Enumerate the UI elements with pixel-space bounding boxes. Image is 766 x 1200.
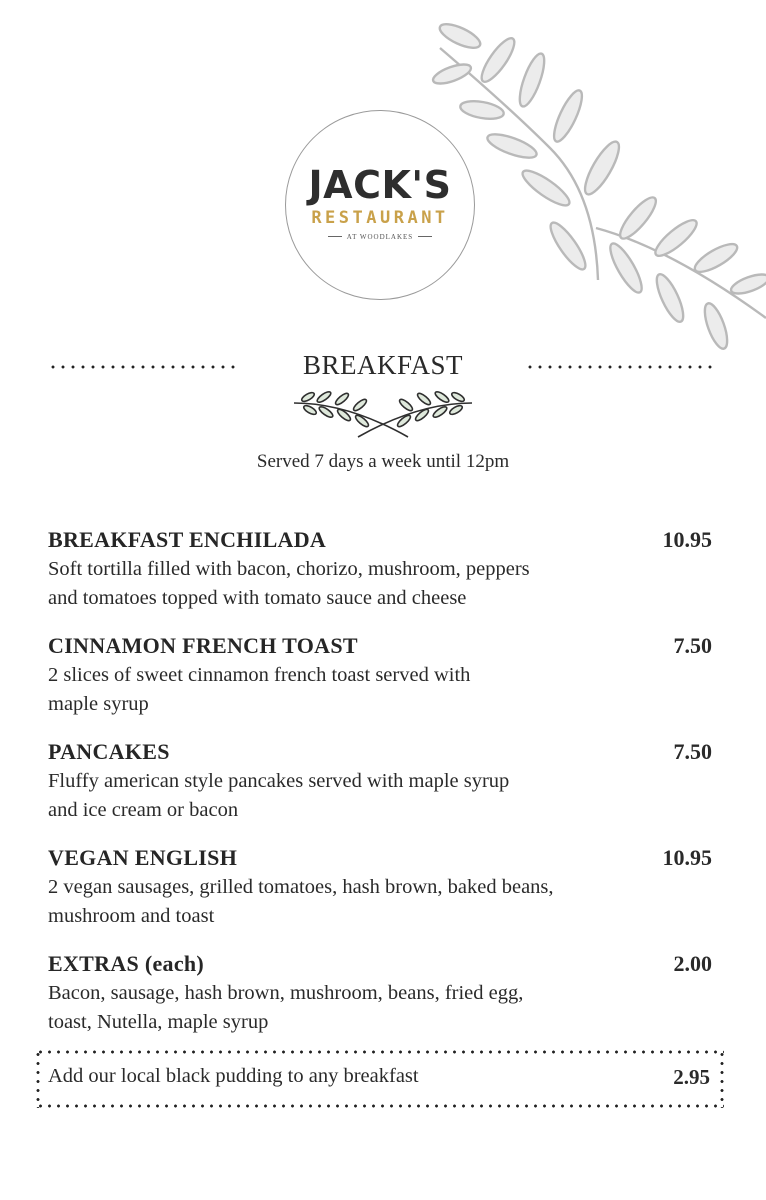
item-name: BREAKFAST ENCHILADA xyxy=(48,527,327,552)
extra-offer-box xyxy=(36,1050,724,1108)
menu-item xyxy=(48,949,712,1055)
restaurant-logo xyxy=(285,110,475,300)
item-description-line: Bacon, sausage, hash brown, mushroom, beans, fried egg, xyxy=(48,982,524,1004)
item-price: 10.95 xyxy=(662,527,712,552)
item-description-line: and ice cream or bacon xyxy=(48,799,239,821)
section-title: BREAKFAST xyxy=(302,350,464,380)
item-name: CINNAMON FRENCH TOAST xyxy=(48,633,358,658)
item-name: EXTRAS (each) xyxy=(48,951,205,976)
extra-offer-price: 2.95 xyxy=(673,1065,710,1089)
item-name: PANCAKES xyxy=(48,739,170,764)
laurel-sprig-icon xyxy=(288,385,478,441)
dotted-border xyxy=(36,1104,724,1108)
menu-item xyxy=(48,843,712,949)
item-description-line: 2 slices of sweet cinnamon french toast served with xyxy=(48,664,471,686)
item-price: 10.95 xyxy=(662,845,712,870)
item-price: 2.00 xyxy=(673,951,712,976)
item-description-line: maple syrup xyxy=(48,693,149,715)
logo-tagline: AT WOODLAKES xyxy=(346,232,414,241)
item-name: VEGAN ENGLISH xyxy=(48,845,238,870)
divider xyxy=(418,236,432,237)
extra-offer-text: Add our local black pudding to any breakfast xyxy=(48,1065,419,1087)
item-description-line: toast, Nutella, maple syrup xyxy=(48,1011,269,1033)
menu-item xyxy=(48,525,712,631)
item-description-line: Soft tortilla filled with bacon, chorizo, mushroom, peppers xyxy=(48,558,530,580)
dotted-divider-right xyxy=(525,365,715,369)
logo-name: JACK'S xyxy=(308,162,452,207)
item-price: 7.50 xyxy=(673,739,712,764)
menu-item xyxy=(48,737,712,843)
serving-hours: Served 7 days a week until 12pm xyxy=(256,451,510,472)
item-price: 7.50 xyxy=(673,633,712,658)
item-description-line: mushroom and toast xyxy=(48,905,215,927)
dotted-border xyxy=(36,1050,724,1054)
item-description-line: 2 vegan sausages, grilled tomatoes, hash brown, baked beans, xyxy=(48,876,554,898)
logo-subtitle: RESTAURANT xyxy=(311,207,449,228)
menu-item xyxy=(48,631,712,737)
divider xyxy=(328,236,342,237)
logo-tagline-row xyxy=(323,233,437,241)
menu-item-list xyxy=(48,525,712,1055)
dotted-border xyxy=(720,1050,724,1108)
item-description-line: Fluffy american style pancakes served with maple syrup xyxy=(48,770,510,792)
dotted-border xyxy=(36,1050,40,1108)
item-description-line: and tomatoes topped with tomato sauce and cheese xyxy=(48,587,467,609)
